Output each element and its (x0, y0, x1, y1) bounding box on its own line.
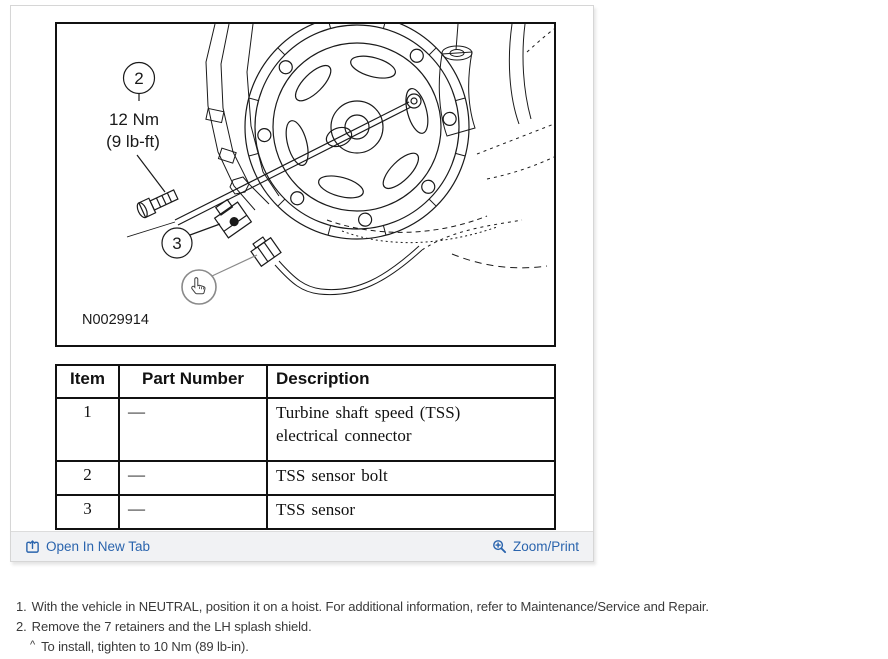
technical-figure[interactable] (55, 22, 556, 347)
torque-label-line2: (9 lb-ft) (106, 132, 160, 151)
header-description: Description (267, 365, 555, 398)
sensor-drawing (210, 196, 251, 238)
instruction-footnote (30, 637, 876, 658)
table-row (56, 461, 555, 495)
cell-part-number: — (119, 398, 267, 461)
connector-drawing (248, 234, 281, 267)
flexplate-drawing (245, 24, 469, 239)
header-item: Item (56, 365, 119, 398)
zoom-print-link[interactable] (492, 539, 579, 554)
table-row (56, 398, 555, 461)
step-text: With the vehicle in NEUTRAL, position it on a hoist. For additional information, refer to Maintenance/Service and Repair. (31, 599, 709, 614)
zoom-magnifier-icon (492, 539, 507, 554)
cell-item: 3 (56, 495, 119, 529)
parts-table (55, 364, 556, 530)
cell-item: 2 (56, 461, 119, 495)
instruction-steps (16, 597, 876, 658)
viewer-footer-bar (11, 531, 593, 561)
callout-2-number: 2 (134, 69, 144, 88)
table-header-row (56, 365, 555, 398)
cell-part-number: — (119, 461, 267, 495)
right-case-drawing (439, 24, 554, 179)
cell-part-number: — (119, 495, 267, 529)
open-in-new-tab-link[interactable] (25, 539, 150, 554)
zoom-print-label: Zoom/Print (512, 539, 579, 554)
torque-label-line1: 12 Nm (108, 110, 160, 129)
instruction-step (16, 617, 876, 637)
step-number: 1. (16, 599, 27, 614)
callout-3 (162, 224, 220, 258)
wire-drawing (275, 216, 547, 295)
cell-description: TSS sensor (267, 495, 555, 529)
case-bracket-drawing (206, 24, 279, 210)
tss-sensor-diagram (57, 24, 554, 345)
instruction-step (16, 597, 876, 617)
figure-viewer-panel (10, 5, 594, 562)
footnote-marker: ^ (30, 639, 36, 651)
step-number: 2. (16, 619, 27, 634)
header-part-number: Part Number (119, 365, 267, 398)
cell-description: TSS sensor bolt (267, 461, 555, 495)
hand-cursor-icon (192, 278, 205, 294)
open-in-new-tab-icon (25, 539, 40, 554)
open-in-new-tab-label: Open In New Tab (46, 539, 151, 554)
bolt-drawing (135, 187, 179, 219)
callout-1-cursor-hotspot[interactable] (182, 255, 257, 304)
step-text: Remove the 7 retainers and the LH splash shield. (31, 619, 312, 634)
callout-3-number: 3 (172, 234, 182, 253)
cell-item: 1 (56, 398, 119, 461)
footnote-text: To install, tighten to 10 Nm (89 lb-in). (41, 639, 249, 654)
cell-description: Turbine shaft speed (TSS) electrical connector (267, 398, 555, 461)
figure-id-label: N0029914 (82, 312, 149, 328)
table-row (56, 495, 555, 529)
